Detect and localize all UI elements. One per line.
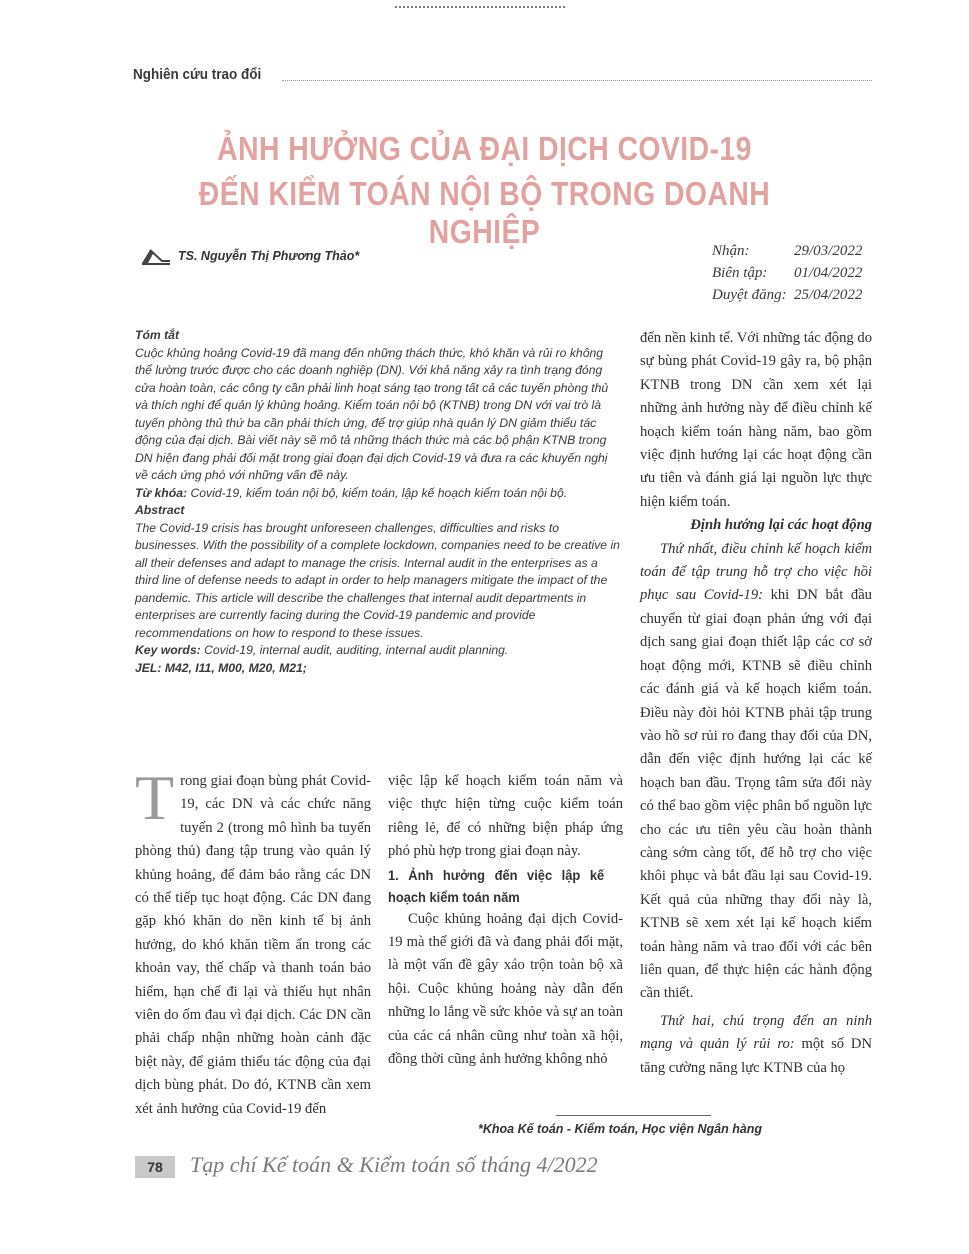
page-number: 78 bbox=[147, 1159, 163, 1175]
pen-icon bbox=[140, 246, 172, 266]
abstract-block bbox=[135, 327, 623, 677]
received-label: Nhận: bbox=[712, 243, 750, 259]
col1-text: rong giai đoạn bùng phát Covid-19, các DN và các chức năng tuyến 2 (trong mô hình ba tuyến phòng thủ) đang tập trung vào quản lý khủng hoảng, để đảm bảo rằng các DN có thể tiếp tục hoạt động. Các DN đang gặp khó khăn do nền kinh tế bị ảnh hưởng, do khó khăn tiềm ẩn trong các khoản vay, thế chấp và thanh toán bảo hiểm, hạn chế đi lại và thiếu hụt nhân viên do ốm đau vì đại dịch. Các DN cần phải chấp nhận những hoàn cảnh đặc biệt này, để giảm thiểu tác động của đại dịch bùng phát. Do đó, KTNB cần xem xét ảnh hưởng của Covid-19 đến bbox=[135, 773, 371, 1117]
section-label: Nghiên cứu trao đổi bbox=[133, 66, 262, 83]
author-row bbox=[140, 246, 359, 266]
body-column-2 bbox=[388, 770, 623, 1071]
edited-label: Biên tập: bbox=[712, 265, 768, 281]
article-title-line1: ẢNH HƯỞNG CỦA ĐẠI DỊCH COVID-19 bbox=[217, 130, 752, 167]
abstract-vi-text: Cuộc khủng hoảng Covid-19 đã mang đến những thách thức, khó khăn và rủi ro không thể lường trước được cho các doanh nghiệp (DN). Với khả năng xảy ra tình trạng đóng cửa hoàn toàn, các công ty cần phải linh hoạt sáng tạo trong tất cả các tuyến phòng thủ và thích nghi để quản lý khủng hoảng. Kiểm toán nội bộ (KTNB) trong DN với vai trò là tuyến phòng thủ thứ ba cần phải thích ứng, để trợ giúp nhà quản lý DN giảm thiểu tác động của đại dịch. Bài viết này sẽ mô tả những thách thức mà các bộ phận KTNB trong DN hiện đang phải đối mặt trong giai đoạn đại dịch Covid-19 và đưa ra các khuyến nghị về cách ứng phó với những vấn đề này. bbox=[135, 345, 609, 482]
approved-label: Duyệt đăng: bbox=[712, 287, 787, 303]
body-column-3 bbox=[640, 327, 872, 1080]
jel-label: JEL: bbox=[135, 660, 162, 675]
keywords-vi: Covid-19, kiểm toán nội bộ, kiểm toán, lập kế hoạch kiểm toán nội bộ. bbox=[190, 485, 568, 500]
author-name: TS. Nguyễn Thị Phương Thảo* bbox=[178, 249, 360, 263]
body-column-1 bbox=[135, 762, 371, 1121]
subsection-heading: Định hướng lại các hoạt động bbox=[690, 517, 872, 534]
keywords-en-label: Key words: bbox=[135, 643, 201, 657]
approved-date: 25/04/2022 bbox=[794, 287, 863, 303]
journal-name: Tạp chí Kế toán & Kiểm toán số tháng 4/2022 bbox=[190, 1152, 598, 1177]
col3-p2-text: khi DN bắt đầu chuyển từ giai đoạn phản ứng với đại dịch sang giai đoạn thiết lập các cơ sở hoạt động mới, KTNB sẽ điều chỉnh các đánh giá và kế hoạch kiểm toán. Điều này đòi hỏi KTNB phải tập trung vào hồ sơ rủi ro đang thay đổi của DN, dẫn đến việc định hướng lại các kế hoạch ban đầu. Trọng tâm sửa đổi này có thể bao gồm việc phân bổ nguồn lực cho các ưu tiên yêu cầu hoàn thành càng sớm càng tốt, để hỗ trợ cho việc khôi phục và bắt đầu lại sau Covid-19. Kết quả của những thay đổi này là, KTNB sẽ xem xét lại kế hoạch kiểm toán hàng năm và trao đổi với các bên liên quan, để thực hiện các hành động cần thiết. bbox=[640, 587, 872, 1002]
col3-p3-lead: Thứ hai, chú trọng đến an ninh mạng và quản lý rủi ro: bbox=[640, 1012, 872, 1053]
abstract-en-heading: Abstract bbox=[135, 503, 185, 517]
affiliation-footnote: *Khoa Kế toán - Kiểm toán, Học viện Ngân hàng bbox=[478, 1122, 763, 1136]
keywords-vi-label: Từ khóa: bbox=[135, 485, 188, 500]
edited-date: 01/04/2022 bbox=[794, 265, 863, 281]
section-1-heading: 1. Ảnh hưởng đến việc lập kế hoạch kiểm toán năm bbox=[388, 866, 605, 905]
col3-p2-lead: Thứ nhất, điều chỉnh kế hoạch kiểm toán để tập trung hỗ trợ cho việc hồi phục sau Covid-19: bbox=[640, 540, 872, 604]
abstract-vi-heading: Tóm tắt bbox=[135, 328, 180, 342]
col3-paragraph-1: đến nền kinh tế. Với những tác động do sự bùng phát Covid-19 gây ra, bộ phận KTNB trong DN cần xem xét lại những ảnh hưởng này để điều chỉnh kế hoạch kiểm toán hàng năm, bao gồm việc định hướng lại các hoạt động cần ưu tiên và đánh giá lại nguồn lực thực hiện kiểm toán. bbox=[640, 330, 872, 510]
page-number-box bbox=[135, 1156, 175, 1178]
footnote-rule bbox=[556, 1115, 711, 1116]
date-block bbox=[712, 240, 862, 306]
col3-p3-text: một số DN tăng cường năng lực KTNB của họ bbox=[640, 1036, 873, 1076]
keywords-en: Covid-19, internal audit, auditing, internal audit planning. bbox=[204, 643, 509, 657]
col2-paragraph-2: Cuộc khủng hoảng đại dịch Covid-19 mà thế giới đã và đang phải đối mặt, là một vấn đề gây xáo trộn toàn bộ xã hội. Cuộc khủng hoảng này dẫn đến những lo lắng về sức khỏe và sự an toàn của các cá nhân cũng như toàn xã hội, đồng thời cũng ảnh hưởng không nhỏ bbox=[388, 910, 623, 1068]
section-divider bbox=[282, 80, 872, 81]
col2-paragraph-1: việc lập kế hoạch kiểm toán năm và việc thực hiện từng cuộc kiểm toán riêng lẻ, để có những biện pháp ứng phó phù hợp trong giai đoạn này. bbox=[388, 773, 623, 860]
top-decoration bbox=[395, 6, 565, 8]
article-title-line2: ĐẾN KIỂM TOÁN NỘI BỘ TRONG DOANH NGHIỆP bbox=[198, 175, 771, 250]
dropcap: T bbox=[135, 762, 175, 833]
abstract-en-text: The Covid-19 crisis has brought unforeseen challenges, difficulties and risks to businesses. With the possibility of a complete lockdown, companies need to be creative in all their defenses and adapt to manage the crisis. Internal audit in the enterprises as a third line of defense needs to adapt in order to help managers mitigate the impact of the pandemic. This article will describe the challenges that internal audit departments in enterprises are currently facing during the Covid-19 pandemic and provide recommendations on how to respond to these issues. bbox=[135, 520, 620, 640]
jel-codes: M42, I11, M00, M20, M21; bbox=[164, 660, 307, 675]
received-date: 29/03/2022 bbox=[794, 243, 863, 259]
